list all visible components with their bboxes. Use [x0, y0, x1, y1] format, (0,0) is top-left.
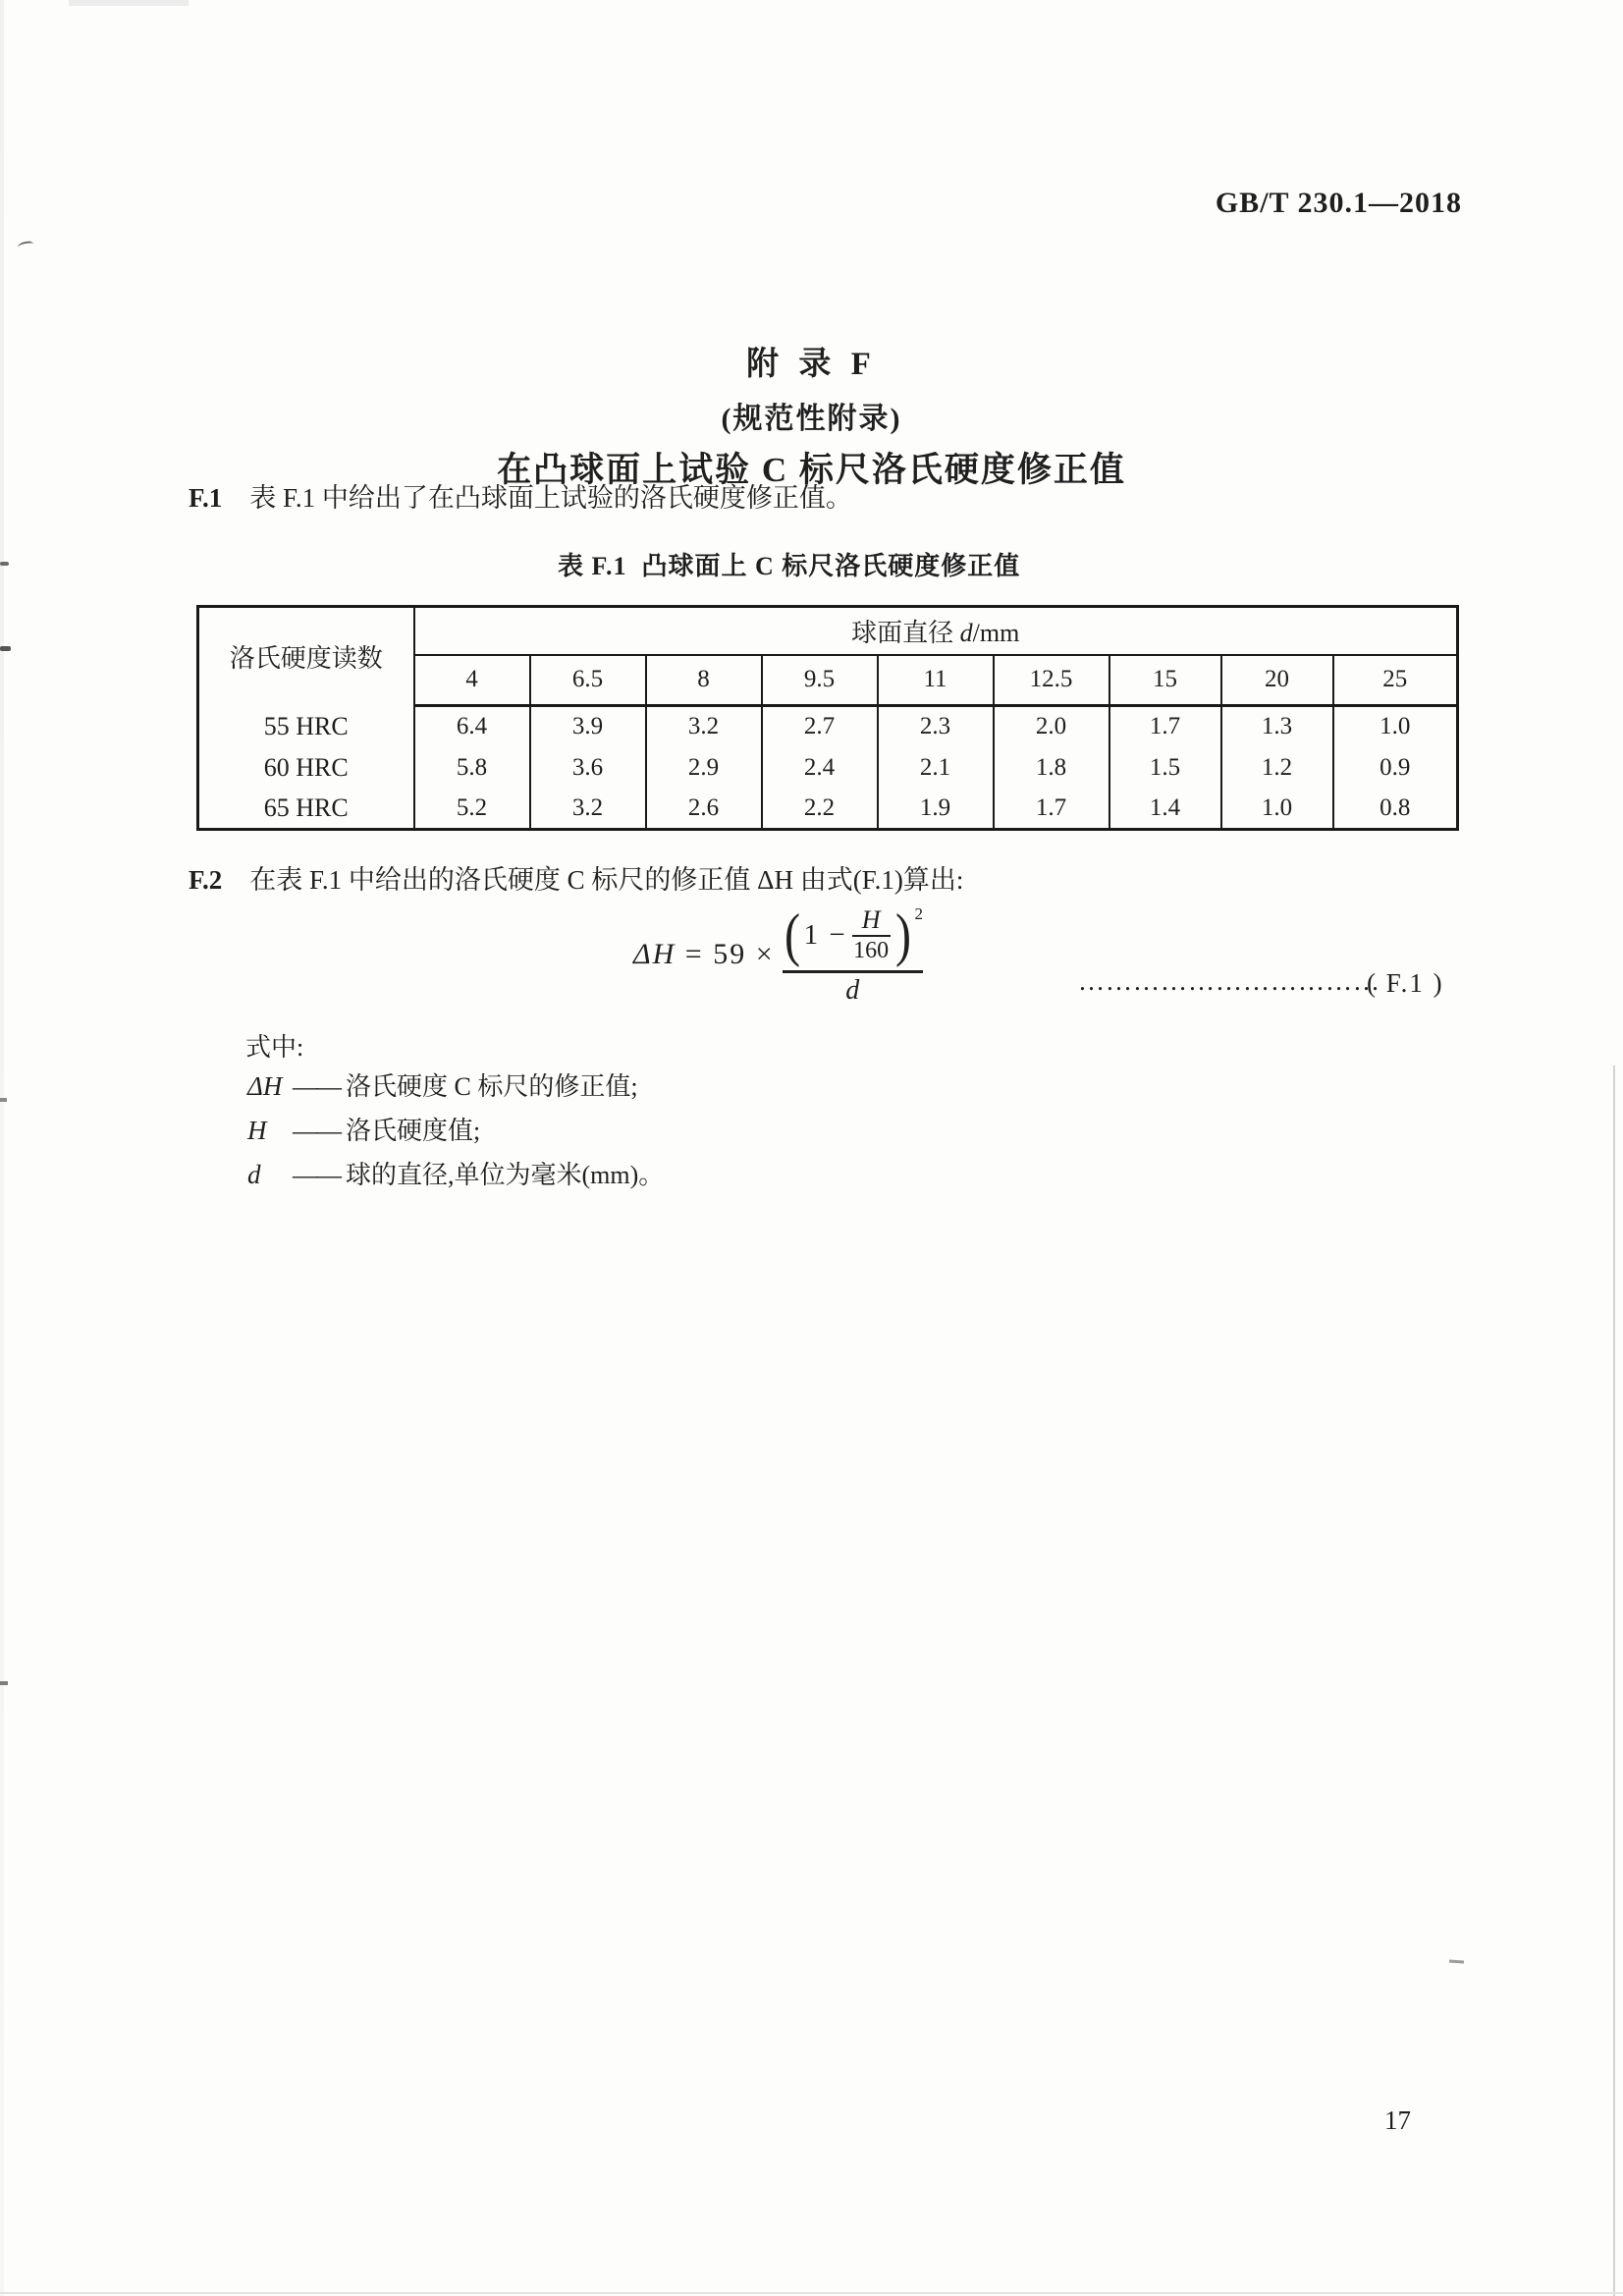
cell: 1.8 [994, 747, 1109, 789]
fraction-bar [783, 970, 923, 973]
col-header: 11 [878, 655, 994, 706]
formula-equals-coeff: = 59 × [676, 938, 775, 971]
definition-term: H [247, 1116, 267, 1145]
appendix-heading: 在凸球面上试验 C 标尺洛氏硬度修正值 [497, 451, 1126, 489]
definition-term: ΔH [247, 1071, 283, 1101]
scan-right-edge-line [1613, 1066, 1615, 2296]
cell: 3.2 [530, 789, 646, 830]
col-header: 4 [414, 655, 530, 706]
open-paren: ( [784, 902, 800, 968]
cell: 1.4 [1109, 789, 1221, 830]
formula-numerator [783, 902, 923, 968]
cell: 1.0 [1333, 706, 1458, 747]
scan-top-smudge [69, 0, 189, 6]
span-header-d: d [959, 618, 973, 647]
cell: 2.3 [878, 706, 994, 747]
cell: 3.6 [530, 747, 646, 789]
clause-f2 [189, 862, 963, 898]
cell: 2.4 [762, 747, 878, 789]
close-paren: ) [894, 902, 911, 968]
cell: 0.9 [1333, 747, 1458, 789]
col-header: 12.5 [994, 655, 1109, 706]
scan-edge-tick-2 [0, 646, 11, 651]
appendix-title: 附 录 F [746, 347, 877, 382]
cell: 2.2 [762, 789, 878, 830]
span-header-cell [414, 607, 1458, 655]
cell: 1.7 [994, 789, 1109, 830]
formula-f1 [633, 902, 923, 1006]
row-label: 55 HRC [198, 706, 414, 747]
scan-bottom-edge-line [0, 2292, 1623, 2294]
table-row [198, 706, 1458, 747]
scan-edge-tick-3 [0, 1098, 7, 1102]
formula-dots: …………………………… [1078, 966, 1380, 996]
cell: 6.4 [414, 706, 530, 747]
col-header: 9.5 [762, 655, 878, 706]
cell: 2.0 [994, 706, 1109, 747]
scan-tilde-mark [18, 241, 34, 250]
clause-f1 [189, 480, 852, 516]
definition-text: 洛氏硬度值; [346, 1117, 481, 1145]
definition-term: d [247, 1160, 261, 1189]
appendix-subtitle: (规范性附录) [721, 403, 902, 435]
cell: 2.9 [646, 747, 762, 789]
col-header: 15 [1109, 655, 1221, 706]
row-label: 60 HRC [198, 747, 414, 789]
clause-f1-number: F.1 [189, 483, 223, 513]
cell: 1.5 [1109, 747, 1221, 789]
col-header: 20 [1221, 655, 1333, 706]
formula-number: ( F.1 ) [1367, 968, 1444, 998]
col-header: 6.5 [530, 655, 646, 706]
span-header-pre: 球面直径 [851, 618, 960, 647]
col-header: 8 [646, 655, 762, 706]
scan-dash-mark [1449, 1959, 1464, 1963]
cell: 2.1 [878, 747, 994, 789]
cell: 3.2 [646, 706, 762, 747]
formula-delta-h: ΔH [633, 938, 676, 971]
definition-text: 球的直径,单位为毫米(mm)。 [346, 1161, 665, 1189]
definition-d [247, 1155, 664, 1191]
cell: 2.7 [762, 706, 878, 747]
cell: 5.8 [414, 747, 530, 789]
definition-dash: —— [293, 1161, 340, 1189]
table-row [198, 789, 1458, 830]
cell: 1.7 [1109, 706, 1221, 747]
formula-h: H [852, 905, 891, 937]
table-row [198, 747, 1458, 789]
cell: 1.9 [878, 789, 994, 830]
scan-edge-tick-4 [0, 1681, 8, 1685]
cell: 5.2 [414, 789, 530, 830]
page-number: 17 [1384, 2105, 1411, 2135]
clause-f1-text: 表 F.1 中给出了在凸球面上试验的洛氏硬度修正值。 [249, 483, 852, 513]
row-label: 65 HRC [198, 789, 414, 830]
formula-d: d [845, 974, 860, 1006]
formula-160: 160 [853, 937, 890, 963]
definition-dash: —— [293, 1117, 340, 1145]
definition-delta-h [247, 1066, 638, 1103]
formula-fraction [783, 902, 923, 1006]
formula-inner-fraction [852, 905, 891, 965]
cell: 1.3 [1221, 706, 1333, 747]
table-header-row-1 [198, 607, 1458, 655]
definition-h [247, 1111, 480, 1147]
correction-values-table [196, 605, 1459, 831]
formula-one-minus: 1 − [803, 918, 847, 951]
definitions-intro: 式中: [245, 1033, 304, 1062]
cell: 2.6 [646, 789, 762, 830]
definition-text: 洛氏硬度 C 标尺的修正值; [346, 1072, 638, 1101]
table-caption: 表 F.1 凸球面上 C 标尺洛氏硬度修正值 [558, 552, 1021, 580]
cell: 1.0 [1221, 789, 1333, 830]
span-header-unit: /mm [972, 618, 1020, 647]
clause-f2-number: F.2 [189, 865, 223, 895]
standard-number-header: GB/T 230.1—2018 [1215, 187, 1462, 219]
row-header-cell: 洛氏硬度读数 [198, 607, 414, 706]
cell: 3.9 [530, 706, 646, 747]
cell: 1.2 [1221, 747, 1333, 789]
formula-lhs [633, 938, 775, 971]
scan-edge-tick-1 [0, 562, 9, 566]
col-header: 25 [1333, 655, 1458, 706]
definition-dash: —— [293, 1072, 340, 1101]
clause-f2-text: 在表 F.1 中给出的洛氏硬度 C 标尺的修正值 ΔH 由式(F.1)算出: [249, 865, 964, 895]
formula-squared: 2 [914, 904, 923, 923]
cell: 0.8 [1333, 789, 1458, 830]
